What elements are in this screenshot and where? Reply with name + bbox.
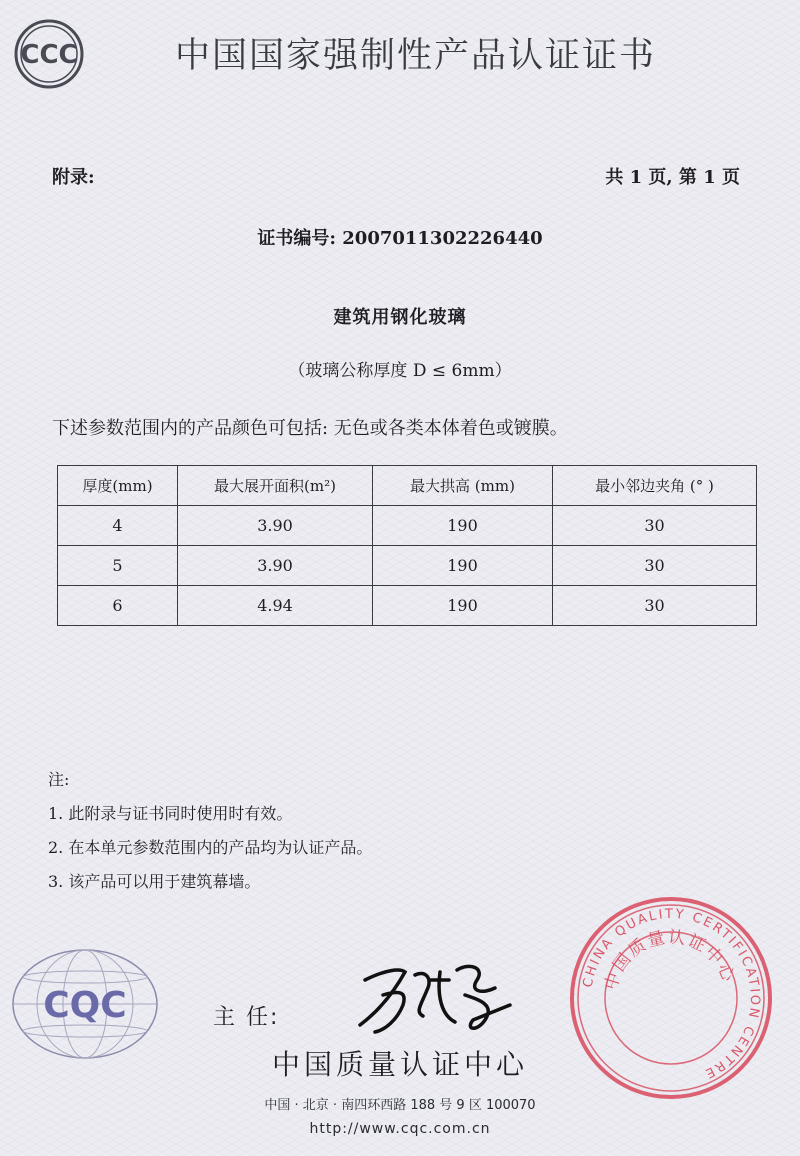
table-cell: 30 [553, 586, 757, 626]
header-thickness: 厚度(mm) [58, 466, 178, 506]
cqc-logo-text: CQC [43, 985, 127, 1026]
seal-inner-text: 中国质量认证中心 [601, 927, 739, 993]
appendix-label: 附录: [52, 167, 95, 188]
header-min-angle: 最小邻边夹角 (° ) [553, 466, 757, 506]
table-cell: 30 [553, 506, 757, 546]
notes-section [48, 763, 372, 899]
table-cell: 4 [58, 506, 178, 546]
table-cell: 5 [58, 546, 178, 586]
header-max-arch: 最大拱高 (mm) [373, 466, 553, 506]
page-title: 中国国家强制性产品认证证书 [175, 36, 657, 76]
director-signature [345, 950, 525, 1040]
page-count: 共 1 页, 第 1 页 [605, 167, 740, 188]
table-row [58, 506, 757, 546]
table-cell: 190 [373, 506, 553, 546]
color-description: 下述参数范围内的产品颜色可包括: 无色或各类本体着色或镀膜。 [52, 418, 568, 439]
table-cell: 30 [553, 546, 757, 586]
product-name: 建筑用钢化玻璃 [333, 307, 467, 328]
issuer-website: http://www.cqc.com.cn [309, 1121, 491, 1137]
director-label: 主 任: [213, 1005, 280, 1030]
product-spec: （玻璃公称厚度 D ≤ 6mm） [288, 361, 512, 381]
table-cell: 4.94 [178, 586, 373, 626]
table-cell: 3.90 [178, 546, 373, 586]
issuer-address: 中国 · 北京 · 南四环西路 188 号 9 区 100070 [264, 1098, 536, 1113]
official-seal [568, 895, 774, 1101]
table-cell: 190 [373, 586, 553, 626]
spec-table [57, 465, 757, 626]
ccc-logo-text: CCC [20, 40, 78, 70]
seal-outer-text: CHINA QUALITY CERTIFICATION CENTRE [580, 906, 763, 1082]
table-cell: 3.90 [178, 506, 373, 546]
ccc-logo [13, 18, 85, 90]
table-header-row [58, 466, 757, 506]
issuer-name: 中国质量认证中心 [271, 1048, 528, 1081]
header-max-area: 最大展开面积(m²) [178, 466, 373, 506]
table-cell: 6 [58, 586, 178, 626]
table-row [58, 546, 757, 586]
table-cell: 190 [373, 546, 553, 586]
note-item: 1. 此附录与证书同时使用时有效。 [48, 804, 293, 823]
table-row [58, 586, 757, 626]
notes-title: 注: [48, 770, 70, 789]
certificate-number-row [0, 224, 800, 250]
note-item: 2. 在本单元参数范围内的产品均为认证产品。 [48, 838, 373, 857]
note-item: 3. 该产品可以用于建筑幕墙。 [48, 872, 261, 891]
certificate-number: 2007011302226440 [342, 228, 543, 249]
certificate-number-label: 证书编号: [257, 228, 336, 249]
